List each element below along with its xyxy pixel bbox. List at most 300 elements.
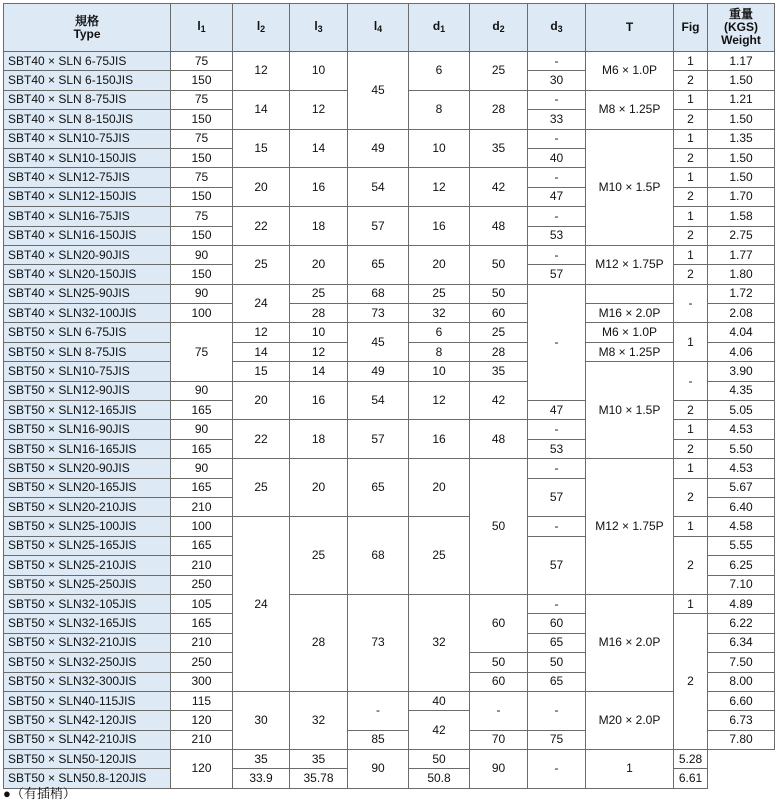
value-cell: 1.17 (708, 52, 775, 71)
value-cell: 14 (233, 342, 290, 361)
value-cell: 57 (528, 478, 586, 517)
value-cell: - (348, 691, 409, 730)
value-cell: 16 (409, 420, 470, 459)
type-cell: SBT50 × SLN32-250JIS (4, 653, 171, 672)
value-cell: 35 (233, 750, 290, 769)
value-cell: 60 (470, 672, 528, 691)
value-cell: 6.25 (708, 556, 775, 575)
type-cell: SBT50 × SLN 8-75JIS (4, 342, 171, 361)
value-cell: 1 (674, 594, 708, 613)
type-cell: SBT50 × SLN12-90JIS (4, 381, 171, 400)
value-cell: 210 (171, 497, 233, 516)
value-cell: 73 (348, 594, 409, 691)
col-l1-header (171, 4, 233, 52)
value-cell: 6 (409, 52, 470, 91)
value-cell: 12 (409, 381, 470, 420)
col-t-header: T (586, 4, 674, 52)
type-zh-label: 規格 (74, 13, 99, 28)
value-cell: 2 (674, 478, 708, 517)
value-cell: 75 (528, 730, 586, 749)
value-cell: 1.21 (708, 90, 775, 109)
value-cell: 24 (233, 284, 290, 323)
value-cell: 18 (290, 420, 348, 459)
value-cell: 90 (470, 750, 528, 789)
type-cell: SBT40 × SLN12-150JIS (4, 187, 171, 206)
value-cell: 12 (290, 342, 348, 361)
value-cell: 4.89 (708, 594, 775, 613)
type-cell: SBT40 × SLN12-75JIS (4, 168, 171, 187)
type-cell: SBT40 × SLN20-150JIS (4, 265, 171, 284)
l2-sub: 2 (260, 23, 266, 34)
type-cell: SBT40 × SLN 6-150JIS (4, 71, 171, 90)
value-cell: 42 (409, 711, 470, 750)
col-type-header (4, 4, 171, 52)
value-cell: 165 (171, 536, 233, 555)
value-cell: 8.00 (708, 672, 775, 691)
value-cell: 50.8 (409, 769, 470, 788)
value-cell: 7.50 (708, 653, 775, 672)
value-cell: 90 (171, 381, 233, 400)
l4-sub: 4 (377, 23, 383, 34)
type-cell: SBT40 × SLN16-75JIS (4, 207, 171, 226)
value-cell: 12 (409, 168, 470, 207)
value-cell: 115 (171, 691, 233, 710)
value-cell (586, 284, 674, 303)
value-cell: 30 (233, 691, 290, 749)
value-cell: 57 (348, 420, 409, 459)
value-cell: M10 × 1.5P (586, 362, 674, 459)
value-cell: M12 × 1.75P (586, 245, 674, 284)
value-cell: 25 (233, 245, 290, 284)
value-cell: 210 (171, 730, 233, 749)
value-cell: 1.50 (708, 168, 775, 187)
type-cell: SBT50 × SLN20-210JIS (4, 497, 171, 516)
value-cell: 4.58 (708, 517, 775, 536)
value-cell: 150 (171, 110, 233, 129)
value-cell: 68 (348, 284, 409, 303)
col-fig-header: Fig (674, 4, 708, 52)
type-cell: SBT50 × SLN20-90JIS (4, 459, 171, 478)
d3-base: d (550, 18, 558, 33)
col-l3-header (290, 4, 348, 52)
value-cell: 210 (171, 633, 233, 652)
value-cell: 22 (233, 420, 290, 459)
table-row (4, 362, 775, 381)
type-cell: SBT50 × SLN12-165JIS (4, 401, 171, 420)
value-cell: 28 (470, 90, 528, 129)
table-row (4, 459, 775, 478)
value-cell: 28 (290, 304, 348, 323)
value-cell: 2 (674, 110, 708, 129)
value-cell: 4.06 (708, 342, 775, 361)
value-cell: 300 (171, 672, 233, 691)
value-cell: 1.50 (708, 71, 775, 90)
value-cell: 2.75 (708, 226, 775, 245)
value-cell: 18 (290, 207, 348, 246)
value-cell: 75 (171, 90, 233, 109)
value-cell: 65 (528, 672, 586, 691)
type-cell: SBT50 × SLN25-100JIS (4, 517, 171, 536)
value-cell: 100 (171, 517, 233, 536)
value-cell: 2 (674, 536, 708, 594)
value-cell: 50 (470, 653, 528, 672)
value-cell: 33 (528, 110, 586, 129)
value-cell: 90 (171, 284, 233, 303)
l1-sub: 1 (200, 23, 206, 34)
value-cell: 10 (409, 129, 470, 168)
value-cell: 28 (290, 594, 348, 691)
value-cell: 1.50 (708, 110, 775, 129)
l2-base: l (256, 18, 261, 33)
value-cell: 8 (409, 90, 470, 129)
type-cell: SBT40 × SLN20-90JIS (4, 245, 171, 264)
type-cell: SBT50 × SLN25-250JIS (4, 575, 171, 594)
type-cell: SBT40 × SLN10-75JIS (4, 129, 171, 148)
value-cell: 2.08 (708, 304, 775, 323)
value-cell: 68 (348, 517, 409, 595)
value-cell: 5.55 (708, 536, 775, 555)
value-cell: - (528, 207, 586, 226)
value-cell: 22 (233, 207, 290, 246)
value-cell: 14 (290, 362, 348, 381)
value-cell: 32 (409, 594, 470, 691)
value-cell: 47 (528, 187, 586, 206)
value-cell: 3.90 (708, 362, 775, 381)
type-cell: SBT50 × SLN50.8-120JIS (4, 769, 171, 788)
value-cell: 50 (409, 750, 470, 769)
value-cell: 4.04 (708, 323, 775, 342)
value-cell: 50 (528, 653, 586, 672)
value-cell: 45 (348, 52, 409, 130)
col-l4-header (348, 4, 409, 52)
value-cell: 10 (290, 52, 348, 91)
table-row (4, 52, 775, 71)
type-cell: SBT50 × SLN25-210JIS (4, 556, 171, 575)
value-cell: 6.60 (708, 691, 775, 710)
value-cell: 12 (290, 90, 348, 129)
weight-unit-label: (KGS) (724, 20, 758, 34)
value-cell: 73 (348, 304, 409, 323)
value-cell: M20 × 2.0P (586, 691, 674, 749)
value-cell: 40 (409, 691, 470, 710)
value-cell: 65 (528, 633, 586, 652)
value-cell: 150 (171, 148, 233, 167)
value-cell: 57 (528, 265, 586, 284)
l3-sub: 3 (317, 23, 323, 34)
value-cell: 25 (470, 52, 528, 91)
type-cell: SBT50 × SLN25-165JIS (4, 536, 171, 555)
table-row (4, 129, 775, 148)
value-cell: 85 (348, 730, 409, 749)
type-cell: SBT50 × SLN42-210JIS (4, 730, 171, 749)
value-cell: 6.22 (708, 614, 775, 633)
value-cell: 105 (171, 594, 233, 613)
type-cell: SBT40 × SLN25-90JIS (4, 284, 171, 303)
value-cell: 165 (171, 401, 233, 420)
table-row (4, 691, 775, 710)
type-cell: SBT50 × SLN10-75JIS (4, 362, 171, 381)
d1-sub: 1 (440, 23, 446, 34)
value-cell: 250 (171, 575, 233, 594)
type-cell: SBT50 × SLN50-120JIS (4, 750, 171, 769)
table-row (4, 750, 775, 769)
value-cell: 60 (470, 304, 528, 323)
value-cell: 75 (171, 323, 233, 381)
value-cell: 1 (674, 90, 708, 109)
value-cell: 2 (674, 401, 708, 420)
value-cell: 50 (470, 459, 528, 595)
value-cell: 25 (290, 517, 348, 595)
value-cell: 65 (348, 245, 409, 284)
value-cell: 165 (171, 439, 233, 458)
value-cell: 5.50 (708, 439, 775, 458)
value-cell: 28 (470, 342, 528, 361)
value-cell: M6 × 1.0P (586, 52, 674, 91)
value-cell: 15 (233, 362, 290, 381)
value-cell: 1 (674, 129, 708, 148)
value-cell: 1 (586, 750, 674, 789)
value-cell: 2 (674, 148, 708, 167)
value-cell: 4.35 (708, 381, 775, 400)
value-cell: 150 (171, 265, 233, 284)
type-cell: SBT40 × SLN 8-75JIS (4, 90, 171, 109)
d3-sub: 3 (557, 23, 563, 34)
value-cell: 90 (348, 750, 409, 789)
value-cell: - (528, 52, 586, 71)
value-cell: 1 (674, 245, 708, 264)
value-cell: - (528, 691, 586, 730)
value-cell: 20 (409, 245, 470, 284)
value-cell: 16 (409, 207, 470, 246)
value-cell: 16 (290, 381, 348, 420)
value-cell: - (674, 362, 708, 401)
value-cell: 50 (470, 284, 528, 303)
value-cell: 1 (674, 207, 708, 226)
value-cell: 90 (171, 459, 233, 478)
value-cell: 2 (674, 265, 708, 284)
value-cell: 165 (171, 614, 233, 633)
value-cell: 1 (674, 517, 708, 536)
value-cell: 6 (409, 323, 470, 342)
value-cell: - (528, 90, 586, 109)
value-cell: 90 (171, 420, 233, 439)
value-cell: - (470, 691, 528, 730)
type-cell: SBT40 × SLN 6-75JIS (4, 52, 171, 71)
value-cell: 20 (290, 459, 348, 517)
col-d1-header (409, 4, 470, 52)
type-cell: SBT50 × SLN32-210JIS (4, 633, 171, 652)
value-cell: 20 (233, 381, 290, 420)
type-cell: SBT40 × SLN 8-150JIS (4, 110, 171, 129)
value-cell: 5.05 (708, 401, 775, 420)
value-cell: 1.35 (708, 129, 775, 148)
value-cell: 48 (470, 207, 528, 246)
type-cell: SBT40 × SLN32-100JIS (4, 304, 171, 323)
type-cell: SBT50 × SLN32-165JIS (4, 614, 171, 633)
l1-base: l (197, 18, 201, 33)
value-cell: 49 (348, 362, 409, 381)
value-cell: 1.50 (708, 148, 775, 167)
type-cell: SBT50 × SLN16-165JIS (4, 439, 171, 458)
value-cell: 20 (409, 459, 470, 517)
value-cell: - (528, 459, 586, 478)
value-cell: 57 (528, 536, 586, 594)
value-cell: 60 (470, 594, 528, 652)
value-cell: 1 (674, 323, 708, 362)
value-cell: 75 (171, 168, 233, 187)
value-cell: 1.80 (708, 265, 775, 284)
type-cell: SBT40 × SLN16-150JIS (4, 226, 171, 245)
footnote: ●（有插梢） (3, 786, 76, 801)
value-cell: - (528, 420, 586, 439)
weight-zh-label: 重量 (728, 7, 753, 21)
type-cell: SBT50 × SLN16-90JIS (4, 420, 171, 439)
value-cell: M8 × 1.25P (586, 90, 674, 129)
value-cell: 150 (171, 187, 233, 206)
type-en-label: Type (73, 26, 101, 41)
value-cell: 65 (348, 459, 409, 517)
value-cell: 25 (470, 323, 528, 342)
value-cell: 49 (348, 129, 409, 168)
d1-base: d (432, 18, 441, 33)
value-cell: 75 (171, 207, 233, 226)
type-cell: SBT50 × SLN20-165JIS (4, 478, 171, 497)
value-cell: M6 × 1.0P (586, 323, 674, 342)
value-cell: 120 (171, 711, 233, 730)
value-cell: 2 (674, 187, 708, 206)
value-cell: M8 × 1.25P (586, 342, 674, 361)
type-cell: SBT40 × SLN10-150JIS (4, 148, 171, 167)
value-cell: 1 (674, 459, 708, 478)
type-cell: SBT50 × SLN 6-75JIS (4, 323, 171, 342)
value-cell: - (528, 245, 586, 264)
value-cell: 50 (470, 245, 528, 284)
value-cell: 7.10 (708, 575, 775, 594)
col-l2-header (233, 4, 290, 52)
value-cell: 210 (171, 556, 233, 575)
value-cell: 25 (409, 284, 470, 303)
value-cell: 10 (290, 323, 348, 342)
value-cell: 1.77 (708, 245, 775, 264)
type-cell: SBT50 × SLN32-300JIS (4, 672, 171, 691)
value-cell: 2 (674, 614, 708, 750)
value-cell: 1 (674, 52, 708, 71)
value-cell: 40 (528, 148, 586, 167)
spec-table-body (4, 52, 775, 789)
value-cell: 1 (674, 168, 708, 187)
value-cell: 4.53 (708, 420, 775, 439)
value-cell: 165 (171, 478, 233, 497)
value-cell: 1.70 (708, 187, 775, 206)
value-cell: 1 (674, 420, 708, 439)
value-cell: 42 (470, 381, 528, 420)
header-row (4, 4, 775, 52)
table-row (4, 304, 775, 323)
value-cell: 6.40 (708, 497, 775, 516)
value-cell: M10 × 1.5P (586, 129, 674, 245)
value-cell: 6.73 (708, 711, 775, 730)
value-cell: 20 (233, 168, 290, 207)
value-cell: 32 (409, 304, 470, 323)
value-cell: 150 (171, 226, 233, 245)
value-cell: 45 (348, 323, 409, 362)
value-cell: 5.28 (674, 750, 708, 769)
value-cell: 20 (290, 245, 348, 284)
value-cell: - (528, 129, 586, 148)
col-d3-header (528, 4, 586, 52)
value-cell: 2 (674, 439, 708, 458)
value-cell: - (528, 750, 586, 789)
value-cell: 6.61 (674, 769, 708, 788)
weight-en-label: Weight (721, 33, 761, 47)
value-cell: 25 (233, 459, 290, 517)
value-cell: 54 (348, 168, 409, 207)
value-cell: 4.53 (708, 459, 775, 478)
type-cell: SBT50 × SLN42-120JIS (4, 711, 171, 730)
value-cell: 60 (528, 614, 586, 633)
value-cell: 150 (171, 71, 233, 90)
value-cell: 120 (171, 750, 233, 789)
value-cell: 53 (528, 439, 586, 458)
value-cell: 15 (233, 129, 290, 168)
value-cell: 48 (470, 420, 528, 459)
value-cell: - (528, 594, 586, 613)
type-cell: SBT50 × SLN40-115JIS (4, 691, 171, 710)
value-cell: 14 (233, 90, 290, 129)
d2-base: d (492, 18, 500, 33)
value-cell: 5.67 (708, 478, 775, 497)
value-cell: 24 (233, 517, 290, 692)
value-cell: 1.72 (708, 284, 775, 303)
d2-sub: 2 (499, 23, 505, 34)
col-d2-header (470, 4, 528, 52)
table-row (4, 323, 775, 342)
value-cell: 14 (290, 129, 348, 168)
value-cell: 250 (171, 653, 233, 672)
value-cell: 70 (470, 730, 528, 749)
value-cell: 8 (409, 342, 470, 361)
value-cell: 54 (348, 381, 409, 420)
value-cell: M16 × 2.0P (586, 594, 674, 691)
type-cell: SBT50 × SLN32-105JIS (4, 594, 171, 613)
value-cell: 10 (409, 362, 470, 381)
value-cell: 35 (470, 362, 528, 381)
value-cell: 25 (409, 517, 470, 595)
value-cell: 2 (674, 71, 708, 90)
table-row (4, 594, 775, 613)
value-cell: 35 (470, 129, 528, 168)
value-cell: 7.80 (708, 730, 775, 749)
spec-table (3, 3, 775, 789)
value-cell: 32 (290, 691, 348, 749)
value-cell: M16 × 2.0P (586, 304, 674, 323)
value-cell: 35.78 (290, 769, 348, 788)
value-cell: - (528, 284, 586, 400)
value-cell: 57 (348, 207, 409, 246)
value-cell: 12 (233, 52, 290, 91)
value-cell: - (528, 168, 586, 187)
value-cell: 75 (171, 129, 233, 148)
table-row (4, 284, 775, 303)
l4-base: l (373, 18, 378, 33)
value-cell: 75 (171, 52, 233, 71)
value-cell: 1.58 (708, 207, 775, 226)
table-row (4, 245, 775, 264)
value-cell: 2 (674, 226, 708, 245)
value-cell: 25 (290, 284, 348, 303)
value-cell: 53 (528, 226, 586, 245)
value-cell: 35 (290, 750, 348, 769)
